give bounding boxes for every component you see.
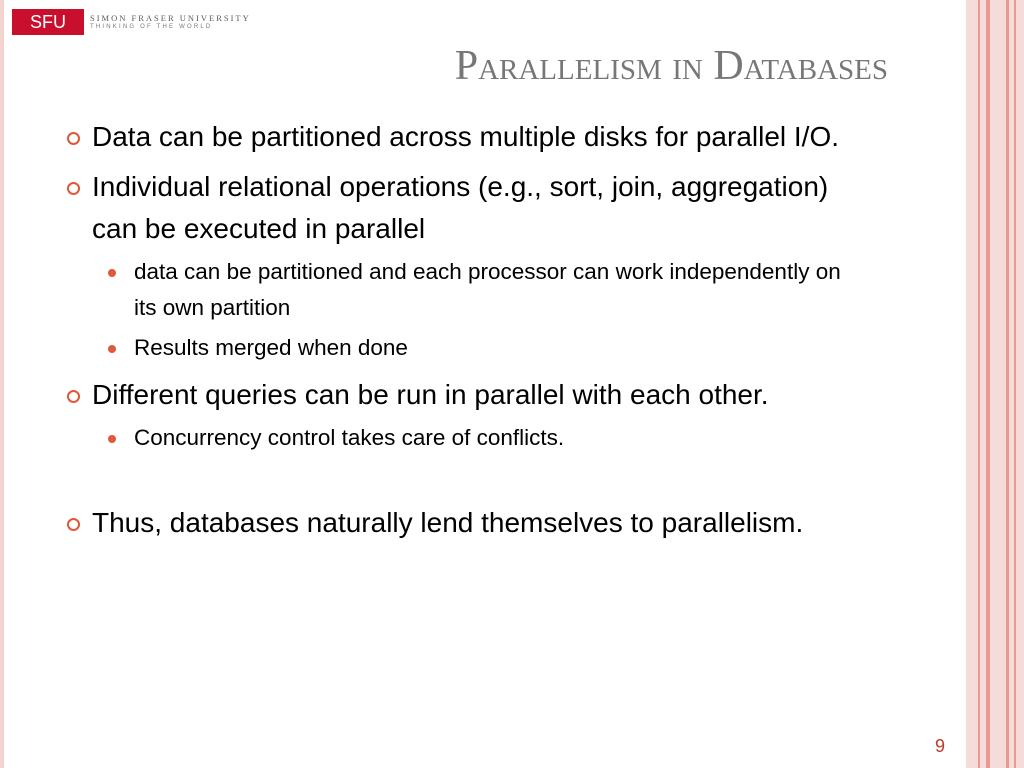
logo-tagline: THINKING OF THE WORLD xyxy=(90,24,213,30)
bullet-text: Individual relational operations (e.g., sort, join, aggregation) can be executed in parallel xyxy=(92,171,829,244)
dot-bullet-icon xyxy=(108,435,116,443)
logo-abbr: SFU xyxy=(12,9,84,35)
bullet-item xyxy=(64,166,844,250)
logo-text xyxy=(90,13,251,31)
sub-bullet-text: Concurrency control takes care of conflicts. xyxy=(134,425,565,450)
dot-bullet-icon xyxy=(108,345,116,353)
slide-title: Parallelism in Databases xyxy=(454,43,888,89)
page-number: 9 xyxy=(935,736,946,756)
left-frame-stripe xyxy=(0,0,4,768)
frame-line xyxy=(978,0,980,768)
sub-bullet-text: Results merged when done xyxy=(134,335,408,360)
bullet-text: Data can be partitioned across multiple disks for parallel I/O. xyxy=(92,121,840,152)
bullet-text: Different queries can be run in parallel with each other. xyxy=(92,379,769,410)
bullet-text: Thus, databases naturally lend themselves to parallelism. xyxy=(92,507,804,538)
bullet-item xyxy=(64,116,844,158)
frame-line xyxy=(986,0,990,768)
frame-line xyxy=(1014,0,1016,768)
sub-bullet-item xyxy=(64,330,844,366)
ring-bullet-icon xyxy=(67,390,80,403)
sfu-logo xyxy=(12,9,251,35)
bullet-item xyxy=(64,502,844,544)
sub-bullet-item xyxy=(64,420,844,456)
ring-bullet-icon xyxy=(67,518,80,531)
logo-name: SIMON FRASER UNIVERSITY xyxy=(90,13,251,23)
ring-bullet-icon xyxy=(67,132,80,145)
sub-bullet-item xyxy=(64,254,844,326)
bullet-list xyxy=(64,116,844,544)
sub-bullet-text: data can be partitioned and each processor can work independently on its own partition xyxy=(134,259,841,320)
ring-bullet-icon xyxy=(67,182,80,195)
bullet-item xyxy=(64,374,844,416)
frame-line xyxy=(1006,0,1009,768)
dot-bullet-icon xyxy=(108,269,116,277)
